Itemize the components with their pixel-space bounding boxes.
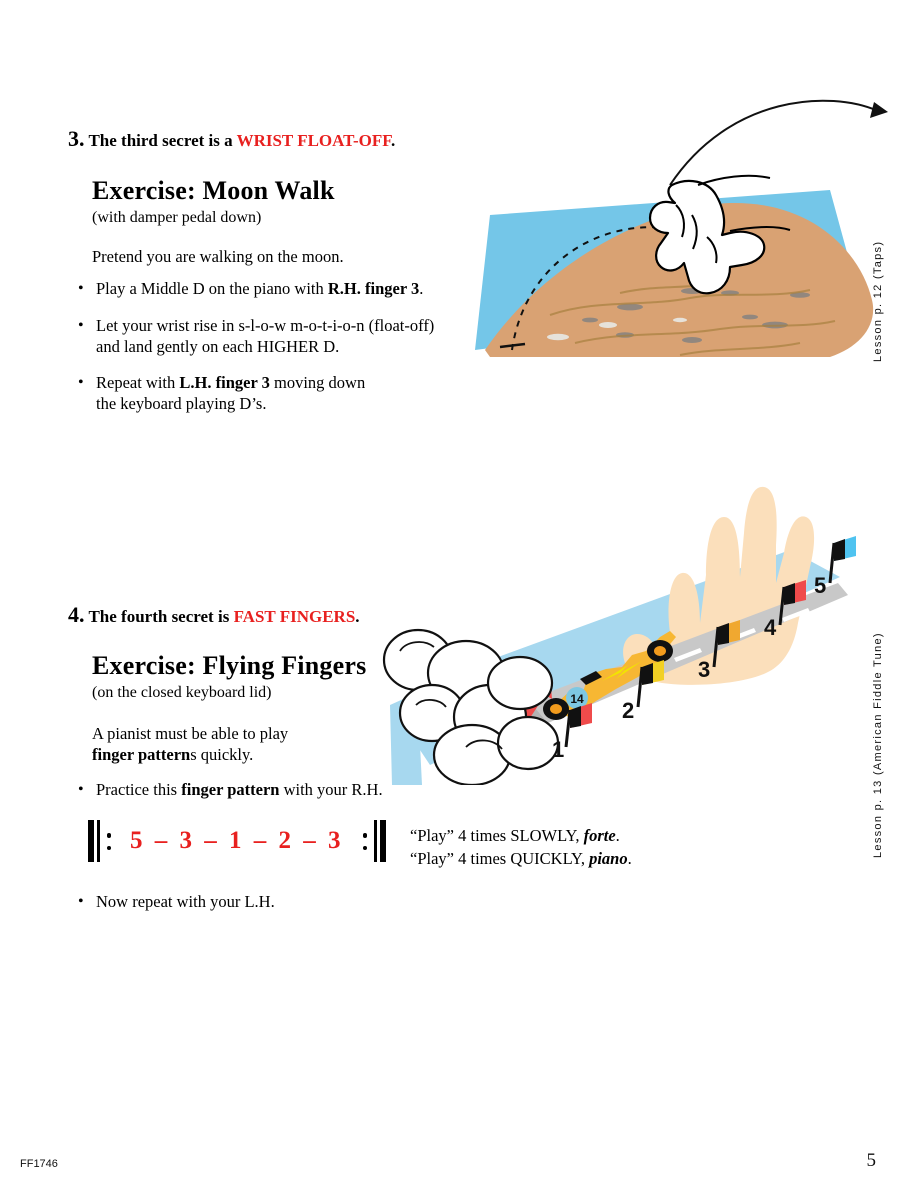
moon-walk-intro: Pretend you are walking on the moon. bbox=[92, 247, 344, 266]
section-4-lead: The fourth secret is bbox=[88, 607, 234, 626]
section-3-number: 3. bbox=[68, 126, 85, 151]
exercise-title-flying-fingers: Exercise: Flying Fingers bbox=[92, 651, 367, 680]
section-4-lead-end: . bbox=[355, 607, 360, 626]
moon-walk-bullet-1 bbox=[78, 278, 478, 299]
section-3-highlight: WRIST FLOAT-OFF bbox=[236, 131, 392, 150]
bullet-text: Let your wrist rise in s-l-o-w m-o-t-i-o-n (float-off) and land gently on each HIGHER D. bbox=[96, 316, 435, 356]
moon-walk-illustration bbox=[430, 85, 890, 385]
repeat-barline-end-icon bbox=[356, 820, 386, 863]
section-4-heading bbox=[68, 602, 360, 628]
bullet-text: Now repeat with your L.H. bbox=[96, 892, 275, 911]
svg-text:4: 4 bbox=[764, 615, 777, 640]
repeat-dots bbox=[363, 820, 368, 863]
finger-pattern-notation bbox=[88, 818, 386, 864]
side-label-lesson-12: Lesson p. 12 (Taps) bbox=[872, 240, 884, 362]
side-label-lesson-13: Lesson p. 13 (American Fiddle Tune) bbox=[872, 632, 884, 858]
float-off-arrow bbox=[670, 101, 878, 185]
page-number: 5 bbox=[866, 1150, 876, 1171]
moon-walk-bullet-3 bbox=[78, 372, 498, 414]
bullet-text: Practice this finger pattern with your R.H. bbox=[96, 780, 383, 799]
exercise-sub-flying-fingers: (on the closed keyboard lid) bbox=[92, 684, 272, 701]
play-instruction-line-2: “Play” 4 times QUICKLY, piano. bbox=[410, 849, 632, 868]
bullet-dot-icon: • bbox=[78, 374, 84, 391]
exercise-sub-moon-walk: (with damper pedal down) bbox=[92, 209, 262, 226]
barline-thin bbox=[97, 820, 100, 862]
barline-thick bbox=[88, 820, 94, 862]
section-3-lead-end: . bbox=[391, 131, 396, 150]
section-4-highlight: FAST FINGERS bbox=[233, 607, 356, 626]
flying-fingers-intro: A pianist must be able to play finger patterns quickly. bbox=[92, 724, 289, 764]
car-number-label: 14 bbox=[570, 692, 584, 706]
svg-text:3: 3 bbox=[698, 657, 711, 682]
repeat-barline-start-icon bbox=[88, 820, 118, 863]
svg-text:1: 1 bbox=[552, 737, 565, 762]
bullet-text: Play a Middle D on the piano with R.H. finger 3. bbox=[96, 279, 424, 298]
bullet-text: Repeat with L.H. finger 3 moving down the keyboard playing D’s. bbox=[96, 373, 366, 413]
section-4-number: 4. bbox=[68, 602, 85, 627]
flying-fingers-bullet-2 bbox=[78, 891, 478, 912]
bullet-dot-icon: • bbox=[78, 280, 84, 297]
section-3-lead: The third secret is a bbox=[88, 131, 237, 150]
svg-text:2: 2 bbox=[622, 698, 635, 723]
barline-thin bbox=[374, 820, 377, 862]
repeat-dots bbox=[107, 820, 112, 863]
barline-thick bbox=[380, 820, 386, 862]
bullet-dot-icon: • bbox=[78, 893, 84, 910]
flying-fingers-bullet-1 bbox=[78, 779, 498, 800]
bullet-dot-icon: • bbox=[78, 317, 84, 334]
play-instruction-line-1: “Play” 4 times SLOWLY, forte. bbox=[410, 826, 620, 845]
finger-pattern-numbers: 5 – 3 – 1 – 2 – 3 bbox=[130, 827, 344, 854]
footer-code: FF1746 bbox=[20, 1158, 58, 1170]
flying-fingers-illustration bbox=[370, 455, 870, 785]
svg-text:5: 5 bbox=[814, 573, 827, 598]
exercise-title-moon-walk: Exercise: Moon Walk bbox=[92, 176, 335, 205]
bullet-dot-icon: • bbox=[78, 781, 84, 798]
moon-walk-bullet-2 bbox=[78, 315, 498, 357]
play-instructions bbox=[410, 824, 632, 870]
section-3-heading bbox=[68, 126, 395, 152]
float-off-arrowhead bbox=[870, 102, 888, 118]
